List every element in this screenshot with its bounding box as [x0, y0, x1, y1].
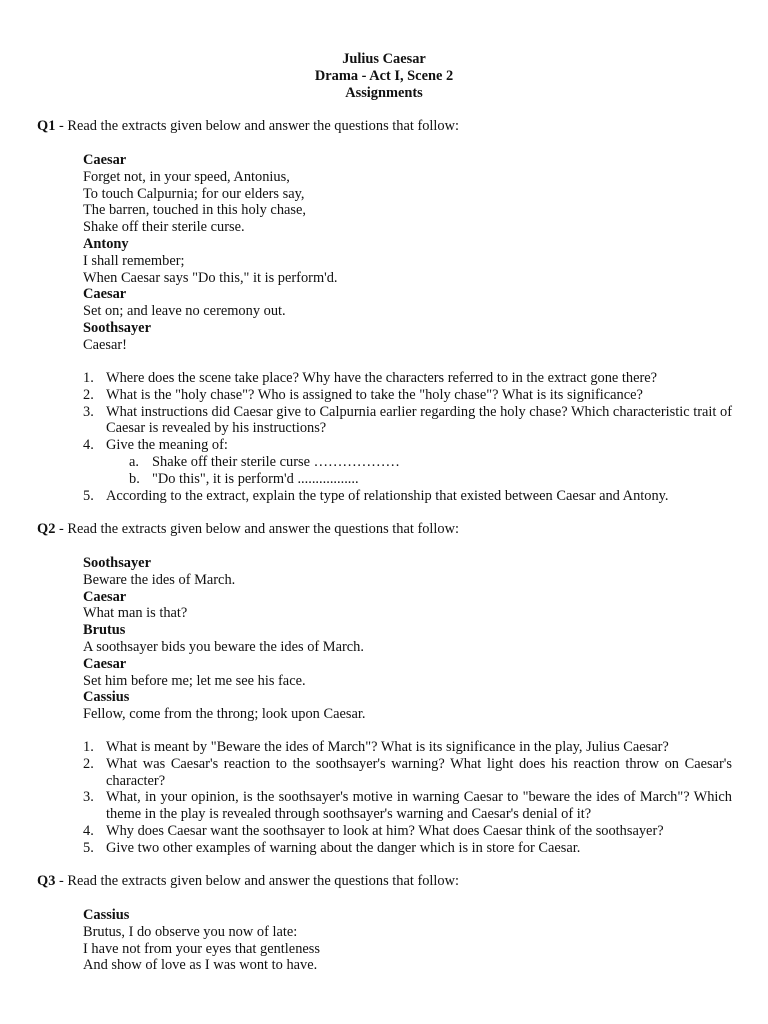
question-text: Why does Caesar want the soothsayer to look at him? What does Caesar think of the soothsayer? [106, 822, 664, 839]
question-item [83, 488, 732, 505]
question-number: 1. [83, 370, 94, 386]
question-text: What, in your opinion, is the soothsayer's motive in warning Caesar to "beware the ides of March"? Which theme in the play is revealed through soothsayer's warning and Caesar's denial of it? [106, 789, 732, 823]
extract-line: Shake off their sterile curse. [83, 219, 245, 236]
question-text: Where does the scene take place? Why have the characters referred to in the extract gone there? [106, 370, 658, 386]
speaker-name: Soothsayer [83, 555, 151, 571]
q1-extract [83, 152, 703, 354]
sub-question-letter: a. [129, 453, 139, 470]
document-subtitle: Drama - Act I, Scene 2 [314, 68, 454, 84]
q1-question-list [83, 370, 732, 504]
speaker-name: Caesar [83, 588, 127, 605]
extract-line: Fellow, come from the throng; look upon Caesar. [83, 706, 366, 723]
q2-heading [37, 521, 737, 538]
speaker-name: Soothsayer [83, 319, 151, 336]
extract-line: When Caesar says "Do this," it is perform'd. [83, 269, 338, 286]
question-item [83, 823, 732, 840]
extract-line: Set him before me; let me see his face. [83, 672, 306, 689]
document-title: Julius Caesar [342, 51, 426, 67]
sub-question-item [106, 454, 732, 471]
extract-line: Caesar! [83, 336, 127, 353]
extract-line: A soothsayer bids you beware the ides of March. [83, 638, 364, 655]
question-text: What is meant by "Beware the ides of March"? What is its significance in the play, Julius Caesar? [106, 739, 669, 755]
q2-instruction: - Read the extracts given below and answer the questions that follow: [55, 521, 460, 537]
question-item [83, 387, 732, 404]
sub-question-text: "Do this", it is perform'd ................. [152, 470, 359, 487]
question-item [83, 739, 732, 756]
question-number: 2. [83, 755, 94, 772]
q2-label: Q2 [37, 521, 56, 537]
question-number: 2. [83, 386, 94, 403]
question-item [83, 789, 732, 823]
extract-line: And show of love as I was wont to have. [83, 957, 318, 974]
q2-extract [83, 555, 703, 723]
question-number: 5. [83, 839, 94, 856]
document-heading [0, 51, 768, 102]
extract-line: To touch Calpurnia; for our elders say, [83, 185, 305, 202]
q3-label: Q3 [37, 873, 56, 889]
extract-line: I have not from your eyes that gentleness [83, 940, 320, 957]
sub-question-letter: b. [129, 470, 140, 487]
question-item [83, 756, 732, 790]
question-text: What is the "holy chase"? Who is assigned to take the "holy chase"? What is its significance? [106, 386, 643, 403]
extract-line: Set on; and leave no ceremony out. [83, 303, 286, 320]
question-item [83, 437, 732, 487]
q3-heading [37, 873, 737, 890]
extract-line: The barren, touched in this holy chase, [83, 202, 306, 219]
question-number: 3. [83, 789, 94, 806]
speaker-name: Caesar [83, 655, 127, 672]
question-text: According to the extract, explain the type of relationship that existed between Caesar and Antony. [106, 487, 669, 504]
question-item [83, 840, 732, 857]
q3-extract [83, 907, 703, 974]
extract-line: What man is that? [83, 605, 188, 622]
question-item [83, 370, 732, 387]
sub-question-item [106, 471, 732, 488]
extract-line: Beware the ides of March. [83, 571, 236, 588]
question-item [83, 404, 732, 438]
question-number: 3. [83, 403, 94, 420]
sub-question-list [106, 454, 732, 488]
speaker-name: Cassius [83, 907, 130, 923]
q3-instruction: - Read the extracts given below and answer the questions that follow: [55, 873, 460, 889]
sub-question-text: Shake off their sterile curse ……………… [152, 453, 400, 470]
speaker-name: Antony [83, 235, 129, 252]
question-number: 4. [83, 437, 94, 454]
question-text: Give the meaning of: [106, 437, 228, 454]
extract-line: I shall remember; [83, 252, 185, 269]
q1-heading [37, 118, 737, 135]
q1-instruction: - Read the extracts given below and answer the questions that follow: [55, 118, 460, 134]
speaker-name: Caesar [83, 152, 127, 168]
question-number: 1. [83, 739, 94, 755]
question-text: What instructions did Caesar give to Calpurnia earlier regarding the holy chase? Which characteristic trait of Caesar is revealed by his instructions? [106, 403, 732, 437]
speaker-name: Brutus [83, 622, 126, 639]
question-number: 4. [83, 822, 94, 839]
question-number: 5. [83, 487, 94, 504]
speaker-name: Cassius [83, 689, 130, 706]
document-section: Assignments [345, 85, 423, 101]
question-text: What was Caesar's reaction to the soothsayer's warning? What light does his reaction throw on Caesar's character? [106, 755, 732, 789]
speaker-name: Caesar [83, 286, 127, 303]
question-text: Give two other examples of warning about the danger which is in store for Caesar. [106, 839, 581, 856]
extract-line: Forget not, in your speed, Antonius, [83, 168, 290, 185]
q1-label: Q1 [37, 118, 56, 134]
extract-line: Brutus, I do observe you now of late: [83, 923, 298, 940]
q2-question-list [83, 739, 732, 857]
